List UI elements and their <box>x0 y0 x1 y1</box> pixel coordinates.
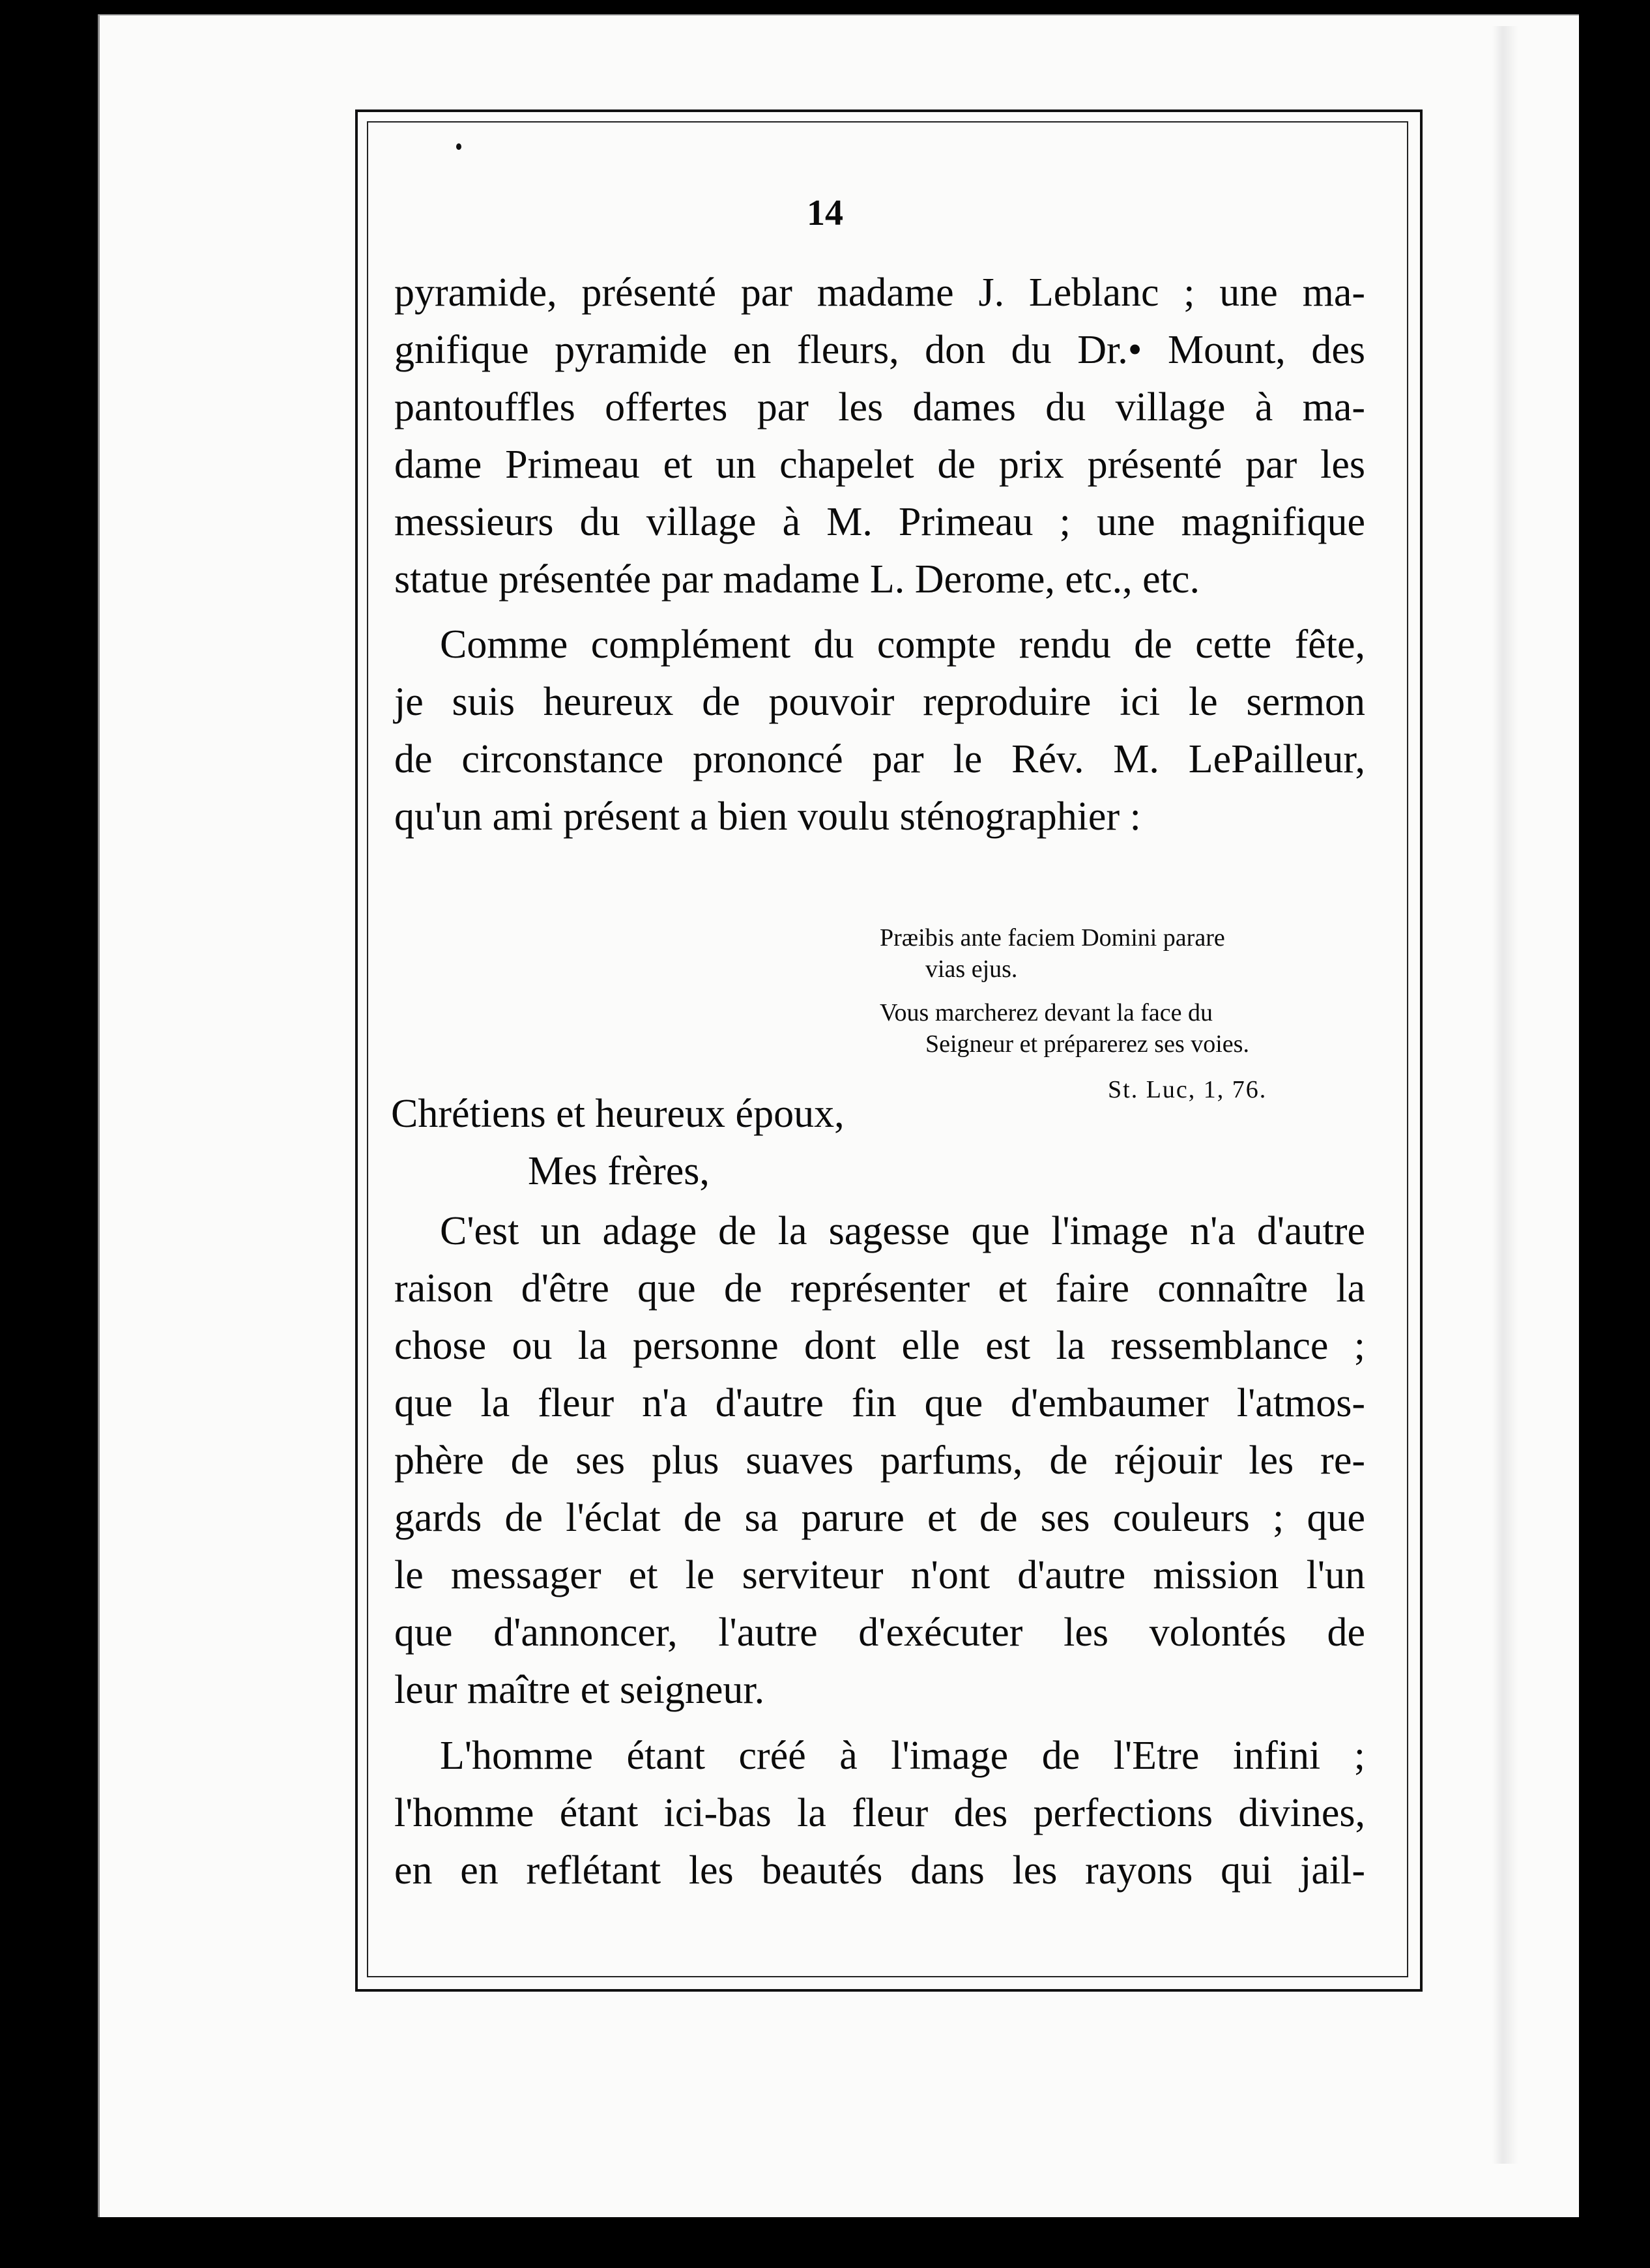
epigraph-latin <box>880 922 1362 985</box>
text-line: pantouffles offertes par les dames du village à ma- <box>394 385 1365 429</box>
page-edge <box>1492 26 1518 2164</box>
text-line: gnifique pyramide en fleurs, don du Dr.• Mount, des <box>394 328 1365 372</box>
epigraph-french <box>880 997 1362 1060</box>
paragraph-sermon-1 <box>394 1202 1365 1719</box>
text-line: L'homme étant créé à l'image de l'Etre infini ; <box>440 1734 1365 1778</box>
text-line: l'homme étant ici-bas la fleur des perfections divines, <box>394 1791 1365 1835</box>
text-line: qu'un ami présent a bien voulu sténographier : <box>394 794 1141 839</box>
epigraph-line: Seigneur et préparerez ses voies. <box>925 1030 1249 1058</box>
epigraph-line: vias ejus. <box>925 955 1018 983</box>
text-line: en en reflétant les beautés dans les rayons qui jail- <box>394 1848 1365 1893</box>
epigraph-line: Vous marcherez devant la face du <box>880 999 1213 1026</box>
page-number: 14 <box>807 193 843 233</box>
text-line: leur maître et seigneur. <box>394 1668 765 1712</box>
epigraph-line: Præibis ante faciem Domini parare <box>880 924 1225 952</box>
text-line: pyramide, présenté par madame J. Leblanc ; une ma- <box>394 270 1365 315</box>
text-line: raison d'être que de représenter et faire connaître la <box>394 1266 1365 1311</box>
text-line: que d'annoncer, l'autre d'exécuter les volontés de <box>394 1610 1365 1655</box>
text-line: le messager et le serviteur n'ont d'autre mission l'un <box>394 1553 1365 1597</box>
text-line: que la fleur n'a d'autre fin que d'embaumer l'atmos- <box>394 1381 1365 1425</box>
text-line: phère de ses plus suaves parfums, de réjouir les re- <box>394 1438 1365 1483</box>
paragraph-sermon-2 <box>394 1727 1365 1899</box>
paragraph-intro-sermon <box>394 616 1365 845</box>
text-line: chose ou la personne dont elle est la ressemblance ; <box>394 1324 1365 1368</box>
text-line: de circonstance prononcé par le Rév. M. LePailleur, <box>394 737 1365 781</box>
salutation-line-1: Chrétiens et heureux époux, <box>391 1092 845 1136</box>
text-line: je suis heureux de pouvoir reproduire ici le sermon <box>394 680 1365 724</box>
ink-speck <box>456 143 461 150</box>
text-line: dame Primeau et un chapelet de prix présenté par les <box>394 443 1365 487</box>
text-line: C'est un adage de la sagesse que l'image n'a d'autre <box>440 1209 1365 1253</box>
text-line: statue présentée par madame L. Derome, etc., etc. <box>394 557 1200 602</box>
paragraph-continuation <box>394 264 1365 608</box>
text-line: Comme complément du compte rendu de cette fête, <box>440 622 1365 667</box>
text-line: messieurs du village à M. Primeau ; une magnifique <box>394 500 1365 544</box>
text-line: gards de l'éclat de sa parure et de ses couleurs ; que <box>394 1496 1365 1540</box>
salutation-line-2: Mes frères, <box>528 1149 710 1193</box>
epigraph-reference: St. Luc, 1, 76. <box>1108 1076 1267 1103</box>
